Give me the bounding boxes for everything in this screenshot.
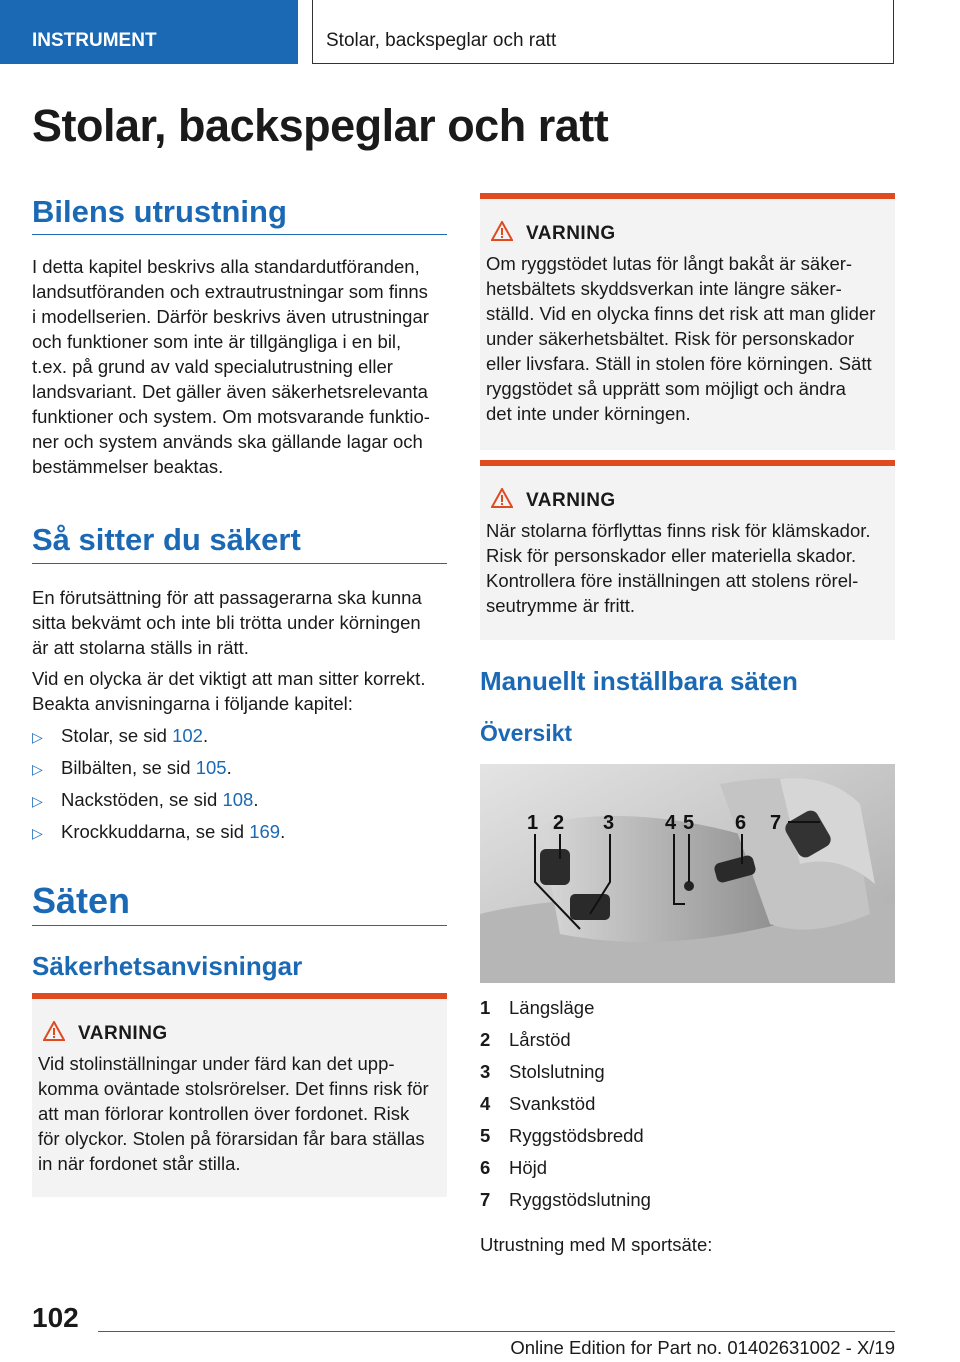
text-line: ryggstödet så upprätt som möjligt och ändra xyxy=(486,378,846,399)
text-line: landsutföranden och extrautrustningar som finns xyxy=(32,281,428,302)
text-line: det inte under körningen. xyxy=(486,403,691,424)
callout-2: 2 xyxy=(553,812,565,834)
callout-6: 6 xyxy=(735,812,747,834)
list-item xyxy=(32,755,232,782)
legend-item xyxy=(480,1125,644,1147)
text-line: seutrymme är fritt. xyxy=(486,595,636,616)
text-line: Risk för personskador eller materiella skador. xyxy=(486,545,857,566)
page-link[interactable]: 105 xyxy=(195,757,227,778)
heading-sakerhetsanvisningar: Säkerhetsanvisningar xyxy=(32,951,303,981)
heading-manuellt-installbara-saten: Manuellt inställbara säten xyxy=(480,666,798,696)
triangle-bullet-icon: ▷ xyxy=(32,761,43,777)
period: . xyxy=(280,821,286,842)
text-line: landsvariant. Det gäller även säkerhetsrelevanta xyxy=(32,381,428,402)
period: . xyxy=(202,725,209,746)
text-line: och funktioner som inte är tillgängliga i en bil, xyxy=(32,331,402,352)
warning-label: VARNING xyxy=(526,223,616,244)
legend-label: Svankstöd xyxy=(509,1093,596,1114)
legend-item xyxy=(480,1189,651,1211)
text-line: sitta bekvämt och inte bli trötta under körningen xyxy=(32,612,421,633)
heading-oversikt: Översikt xyxy=(480,720,573,746)
text-line: ner och system används ska gällande lagar och xyxy=(32,431,423,452)
text-line: En förutsättning för att passagerarna ska kunna xyxy=(32,587,422,608)
heading-rule xyxy=(32,563,447,564)
legend-label: Ryggstödslutning xyxy=(509,1189,651,1210)
heading-sa-sitter-du-sakert: Så sitter du säkert xyxy=(32,522,301,557)
seat-illustration xyxy=(480,764,895,983)
legend-item xyxy=(480,997,594,1019)
text-line: t.ex. på grund av vald specialutrustning eller xyxy=(32,356,393,377)
text-line: under säkerhetsbältet. Risk för personskador xyxy=(486,328,855,349)
warning-label: VARNING xyxy=(78,1023,168,1044)
callout-1: 1 xyxy=(527,812,539,834)
warning-label: VARNING xyxy=(526,490,616,511)
period: . xyxy=(226,757,232,778)
seat-controls-photo xyxy=(480,764,895,983)
legend-number: 4 xyxy=(480,1093,491,1114)
text-line: Vid stolinställningar under färd kan det upp- xyxy=(38,1053,395,1074)
legend-item xyxy=(480,1029,571,1051)
text-line: Kontrollera före inställningen att stolens rörel- xyxy=(486,570,859,591)
text-line: eller livsfara. Ställ in stolen före körningen. Sätt xyxy=(486,353,872,374)
text-line: komma oväntade stolsrörelser. Det finns risk för xyxy=(38,1078,429,1099)
legend-item xyxy=(480,1061,605,1083)
callout-7: 7 xyxy=(770,812,782,834)
text-line: hetsbältets skyddsverkan inte längre säker- xyxy=(486,278,842,299)
text-line: i modellserien. Därför beskrivs även utrustningar xyxy=(32,306,429,327)
page-title: Stolar, backspeglar och ratt xyxy=(32,100,609,151)
triangle-bullet-icon: ▷ xyxy=(32,793,43,809)
text-line: in när fordonet står stilla. xyxy=(38,1153,241,1174)
warning-triangle-icon xyxy=(491,488,513,508)
page-link[interactable]: 108 xyxy=(222,789,254,810)
text-line: Beakta anvisningarna i följande kapitel: xyxy=(32,693,353,714)
warning-box xyxy=(480,193,895,450)
heading-bilens-utrustning: Bilens utrustning xyxy=(32,194,287,229)
text-line: ställd. Vid en olycka finns det risk att man glider xyxy=(486,303,876,324)
running-header-title: Stolar, backspeglar och ratt xyxy=(312,0,894,64)
page-link[interactable]: 169 xyxy=(249,821,281,842)
list-item-text: Stolar, se sid xyxy=(61,725,173,746)
list-item-text: Krockkuddarna, se sid xyxy=(61,821,250,842)
text-line: När stolarna förflyttas finns risk för klämskador. xyxy=(486,520,871,541)
warning-triangle-icon xyxy=(43,1021,65,1041)
list-item xyxy=(32,723,208,750)
warning-box xyxy=(32,993,447,1197)
section-tab: INSTRUMENT xyxy=(0,0,298,64)
footer-rule xyxy=(98,1331,895,1332)
callout-5: 5 xyxy=(683,812,695,834)
legend-label: Stolslutning xyxy=(509,1061,605,1082)
heading-rule xyxy=(32,234,447,235)
legend-number: 3 xyxy=(480,1061,491,1082)
list-item xyxy=(32,787,258,814)
list-item-text: Nackstöden, se sid xyxy=(61,789,223,810)
text-line: bestämmelser beaktas. xyxy=(32,456,224,477)
list-item-text: Bilbälten, se sid xyxy=(61,757,196,778)
legend-number: 7 xyxy=(480,1189,491,1210)
legend-number: 1 xyxy=(480,997,491,1018)
callout-3: 3 xyxy=(603,812,615,834)
heading-saten: Säten xyxy=(32,880,131,921)
legend-label: Höjd xyxy=(509,1157,548,1178)
triangle-bullet-icon: ▷ xyxy=(32,729,43,745)
legend-item xyxy=(480,1157,547,1179)
edition-note: Online Edition for Part no. 01402631002 - X/19 xyxy=(510,1337,895,1358)
text-line: funktioner och system. Om motsvarande funktio- xyxy=(32,406,430,427)
legend-number: 5 xyxy=(480,1125,491,1146)
text-line: Vid en olycka är det viktigt att man sitter korrekt. xyxy=(32,668,426,689)
page-number: 102 xyxy=(32,1302,79,1333)
triangle-bullet-icon: ▷ xyxy=(32,825,43,841)
legend-label: Ryggstödsbredd xyxy=(509,1125,644,1146)
paragraph-sportsate: Utrustning med M sportsäte: xyxy=(480,1234,713,1255)
text-line: I detta kapitel beskrivs alla standardutföranden, xyxy=(32,256,420,277)
legend-item xyxy=(480,1093,595,1115)
heading-rule xyxy=(32,925,447,926)
legend-number: 2 xyxy=(480,1029,491,1050)
legend-label: Längsläge xyxy=(509,997,595,1018)
text-line: Om ryggstödet lutas för långt bakåt är säker- xyxy=(486,253,853,274)
text-line: är att stolarna ställs in rätt. xyxy=(32,637,249,658)
period: . xyxy=(253,789,259,810)
callout-4: 4 xyxy=(665,812,677,834)
legend-number: 6 xyxy=(480,1157,491,1178)
list-item xyxy=(32,819,285,846)
page-link[interactable]: 102 xyxy=(172,725,203,746)
text-line: för olyckor. Stolen på förarsidan får bara ställas xyxy=(38,1128,425,1149)
text-line: att man förlorar kontrollen över fordonet. Risk xyxy=(38,1103,410,1124)
warning-box xyxy=(480,460,895,640)
legend-label: Lårstöd xyxy=(509,1029,571,1050)
warning-triangle-icon xyxy=(491,221,513,241)
